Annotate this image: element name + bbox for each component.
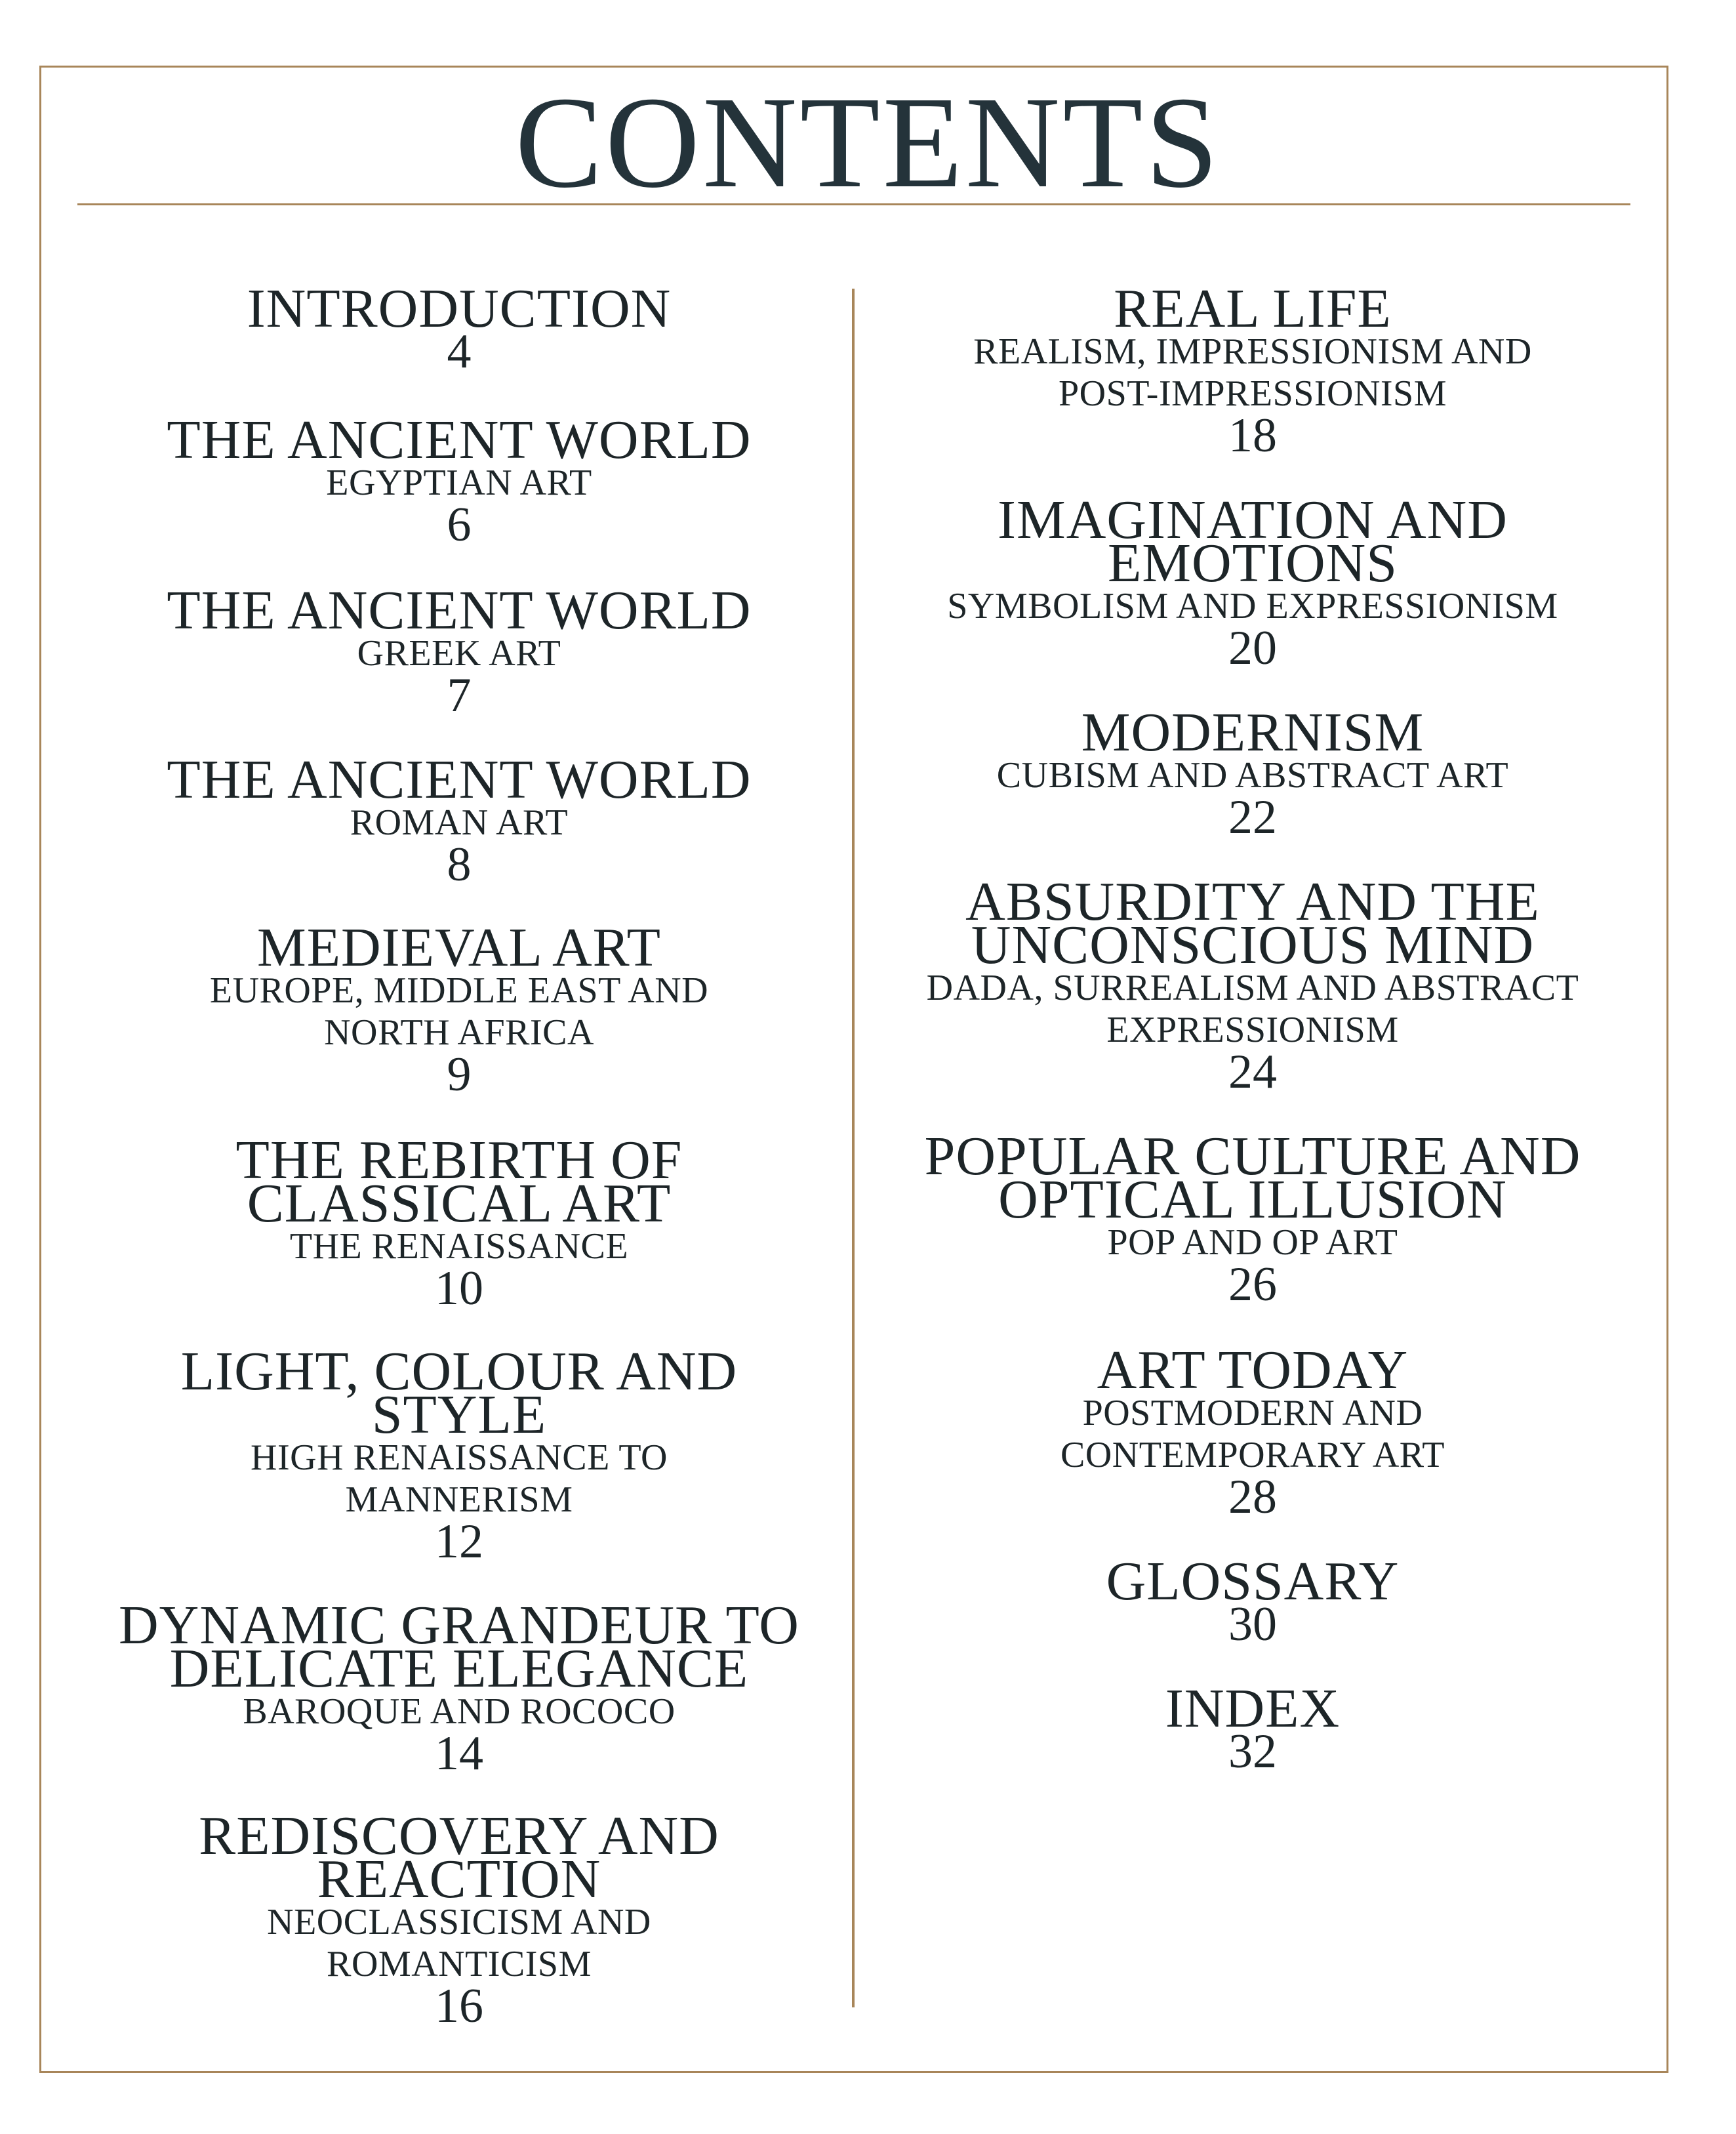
entry-page-number: 24 [1228, 1045, 1277, 1099]
entry-page-number: 22 [1228, 790, 1277, 844]
toc-entry-renaissance[interactable] [72, 1130, 846, 1315]
entry-page-number: 6 [447, 498, 472, 552]
entry-heading: ABSURDITY AND THE [965, 871, 1540, 932]
entry-heading: MODERNISM [1081, 702, 1424, 763]
entry-subtitle: MANNERISM [345, 1479, 573, 1520]
toc-entry-mannerism[interactable] [72, 1341, 846, 1569]
entry-heading: THE ANCIENT WORLD [167, 749, 752, 810]
entry-subtitle: POST-IMPRESSIONISM [1059, 373, 1447, 414]
entry-heading: STYLE [371, 1384, 547, 1445]
entry-heading: GLOSSARY [1106, 1551, 1400, 1612]
entry-subtitle: REALISM, IMPRESSIONISM AND [973, 331, 1532, 372]
entry-heading: REDISCOVERY AND [199, 1805, 719, 1866]
entry-heading: REACTION [317, 1849, 601, 1910]
entry-heading: IMAGINATION AND [998, 489, 1508, 550]
entry-page-number: 28 [1228, 1470, 1277, 1524]
entry-page-number: 14 [435, 1727, 483, 1780]
entry-page-number: 12 [435, 1515, 483, 1569]
entry-subtitle: HIGH RENAISSANCE TO [251, 1437, 668, 1478]
toc-entry-art-today[interactable] [866, 1340, 1640, 1524]
entry-heading: INDEX [1165, 1678, 1341, 1739]
toc-entry-baroque[interactable] [72, 1595, 846, 1780]
entry-subtitle: POP AND OP ART [1107, 1222, 1398, 1263]
entry-heading: EMOTIONS [1108, 533, 1398, 594]
toc-entry-introduction[interactable] [72, 278, 846, 379]
entry-page-number: 8 [447, 838, 472, 892]
toc-entry-glossary[interactable] [866, 1551, 1640, 1651]
entry-subtitle: SYMBOLISM AND EXPRESSIONISM [947, 586, 1558, 626]
entry-subtitle: EUROPE, MIDDLE EAST AND [209, 970, 709, 1011]
entry-page-number: 30 [1228, 1597, 1277, 1651]
page-title: CONTENTS [515, 70, 1221, 215]
entry-subtitle: CUBISM AND ABSTRACT ART [996, 755, 1509, 796]
toc-entry-expressionism[interactable] [866, 489, 1640, 675]
toc-entry-pop-art[interactable] [866, 1126, 1640, 1311]
entry-page-number: 7 [447, 668, 472, 722]
entry-heading: POPULAR CULTURE AND [924, 1126, 1581, 1187]
entry-heading: UNCONSCIOUS MIND [971, 914, 1535, 975]
entry-heading: DELICATE ELEGANCE [169, 1638, 749, 1699]
entry-heading: LIGHT, COLOUR AND [180, 1341, 738, 1402]
entry-page-number: 26 [1228, 1258, 1277, 1311]
entry-heading: REAL LIFE [1114, 278, 1392, 339]
entry-subtitle: EXPRESSIONISM [1106, 1010, 1399, 1050]
entry-subtitle: GREEK ART [357, 633, 561, 674]
entry-subtitle: NEOCLASSICISM AND [267, 1902, 651, 1942]
entry-page-number: 20 [1228, 621, 1277, 675]
entry-subtitle: BAROQUE AND ROCOCO [243, 1691, 676, 1732]
toc-entry-egyptian-art[interactable] [72, 409, 846, 552]
toc-entry-greek-art[interactable] [72, 580, 846, 722]
entry-heading: ART TODAY [1097, 1340, 1409, 1401]
entry-page-number: 10 [435, 1262, 483, 1315]
entry-heading: DYNAMIC GRANDEUR TO [119, 1595, 799, 1656]
entry-heading: CLASSICAL ART [247, 1173, 672, 1234]
entry-page-number: 18 [1228, 409, 1277, 462]
entry-subtitle: ROMANTICISM [327, 1944, 592, 1984]
column-divider [852, 289, 855, 2007]
entry-heading: MEDIEVAL ART [257, 917, 661, 978]
toc-entry-roman-art[interactable] [72, 749, 846, 892]
toc-entry-realism[interactable] [866, 278, 1640, 462]
entry-page-number: 9 [447, 1048, 472, 1101]
entry-subtitle: EGYPTIAN ART [326, 462, 592, 503]
entry-page-number: 32 [1228, 1725, 1277, 1778]
entry-heading: OPTICAL ILLUSION [998, 1169, 1507, 1230]
entry-page-number: 16 [435, 1979, 483, 2033]
entry-subtitle: CONTEMPORARY ART [1060, 1435, 1445, 1475]
entry-subtitle: POSTMODERN AND [1082, 1393, 1423, 1433]
entry-page-number: 4 [447, 325, 472, 379]
entry-heading: THE ANCIENT WORLD [167, 409, 752, 470]
entry-subtitle: THE RENAISSANCE [289, 1226, 629, 1267]
entry-heading: THE ANCIENT WORLD [167, 580, 752, 641]
entry-heading: INTRODUCTION [247, 278, 672, 339]
toc-entry-index[interactable] [866, 1678, 1640, 1778]
toc-entry-neoclassicism[interactable] [72, 1805, 846, 2033]
entry-subtitle: NORTH AFRICA [324, 1012, 594, 1053]
entry-heading: THE REBIRTH OF [235, 1130, 683, 1191]
title-divider [77, 203, 1630, 205]
entry-subtitle: DADA, SURREALISM AND ABSTRACT [926, 968, 1579, 1008]
entry-subtitle: ROMAN ART [350, 802, 569, 843]
toc-entry-surrealism[interactable] [866, 871, 1640, 1099]
toc-entry-modernism[interactable] [866, 702, 1640, 844]
toc-entry-medieval-art[interactable] [72, 917, 846, 1101]
